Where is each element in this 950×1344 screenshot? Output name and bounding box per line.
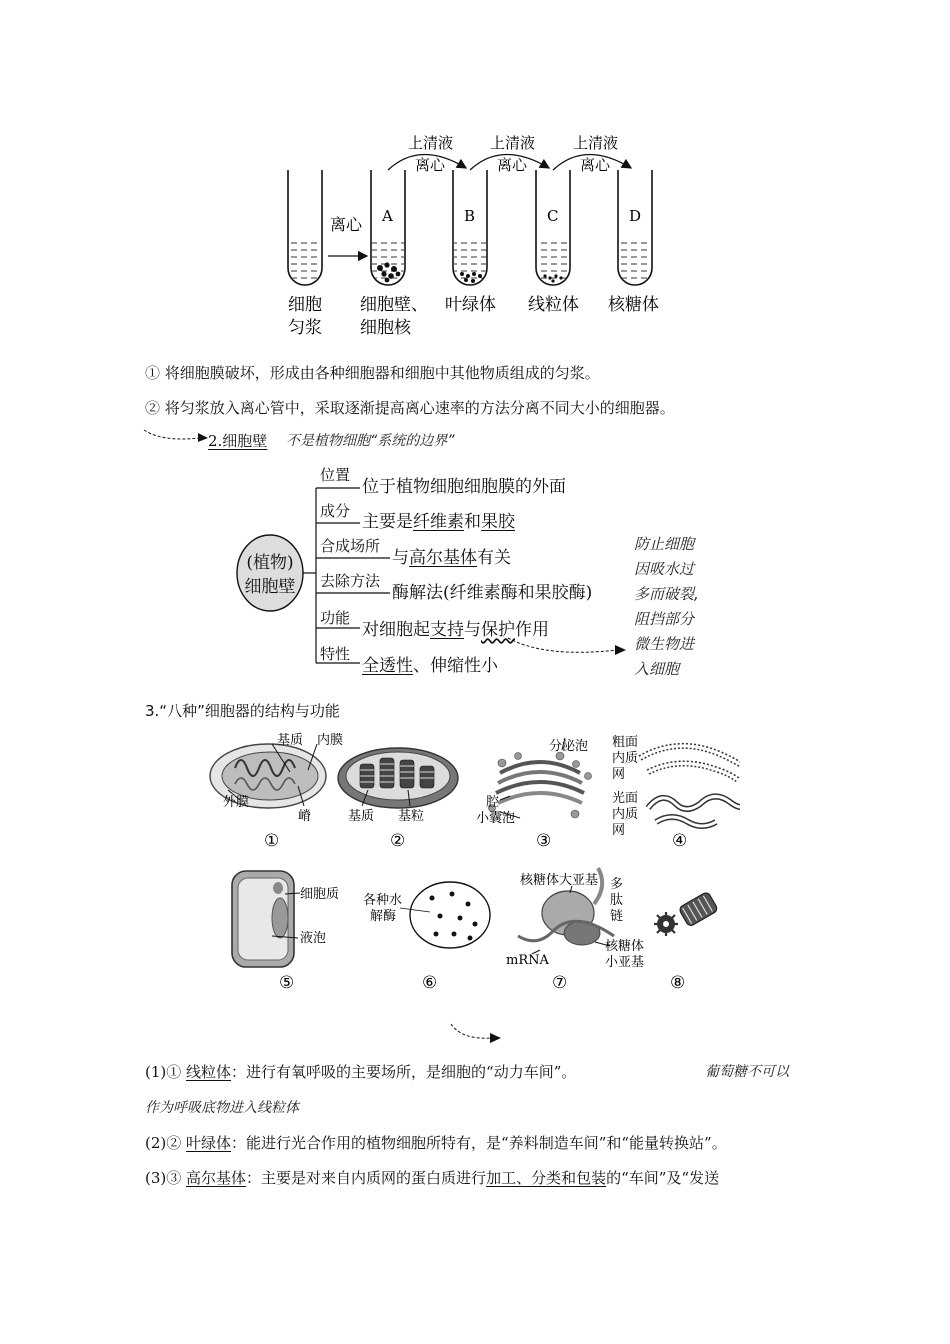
organelle-number-3: ③ — [536, 831, 552, 851]
branch-content-function: 对细胞起支持与保护作用 — [362, 620, 549, 640]
organelle-number-7: ⑦ — [552, 973, 568, 993]
branch-content-removal: 酶解法(纤维素酶和果胶酶) — [392, 583, 593, 603]
supernatant-label-2: 上清液 — [490, 134, 536, 152]
note-pointer-arrow — [505, 632, 630, 662]
label-small-vesicle: 小囊泡 — [476, 811, 516, 826]
step-1: ① 将细胞膜破坏，形成由各种细胞器和细胞中其他物质组成的匀浆。 — [145, 364, 600, 382]
pectin-term: 果胶 — [481, 512, 515, 532]
centrifuge-label-1: 离心 — [415, 156, 446, 174]
step-2: ② 将匀浆放入离心管中，采取逐渐提高离心速率的方法分离不同大小的细胞器。 — [145, 399, 675, 417]
golgi-body-term: 高尔基体 — [186, 1169, 247, 1187]
centrifuge-arrow-label: 离心 — [330, 215, 363, 234]
label-cytoplasm: 细胞质 — [300, 887, 340, 902]
vacuole-illustration — [232, 871, 300, 967]
label-small-subunit-2: 小亚基 — [605, 955, 645, 970]
branch-content-position: 位于植物细胞细胞膜的外面 — [362, 477, 566, 497]
label-inner-membrane: 内膜 — [317, 733, 344, 748]
cellwall-center-line2: 细胞壁 — [244, 577, 296, 597]
label-polypeptide-2: 肽 — [610, 893, 624, 908]
cellulose-term: 纤维素 — [413, 512, 464, 532]
paragraph-2: (2)② 叶绿体：能进行光合作用的植物细胞所特有，是“养料制造车间”和“能量转换站”。 — [145, 1134, 727, 1152]
er-illustration — [640, 746, 740, 826]
label-smooth-er-3: 网 — [612, 823, 626, 838]
label-rough-er-3: 网 — [612, 767, 626, 782]
cellwall-center-line1: (植物) — [246, 553, 294, 573]
tube-caption-c: 线粒体 — [528, 295, 579, 315]
tube-d — [618, 170, 652, 285]
label-small-subunit-1: 核糖体 — [605, 939, 645, 954]
tube-b — [453, 170, 487, 285]
branch-content-synthesis: 与高尔基体有关 — [392, 548, 511, 568]
tube-homogenate — [288, 170, 322, 285]
organelle-number-5: ⑤ — [279, 973, 295, 993]
tube-caption-b: 叶绿体 — [445, 295, 496, 315]
handwritten-cellwall-note: 防止细胞 因吸水过 多而破裂, 阻挡部分 微生物进 入细胞 — [634, 535, 699, 678]
tube-caption-homogenate-1: 细胞 — [288, 295, 322, 315]
tube-caption-d: 核糖体 — [608, 295, 659, 315]
tube-letter-a: A — [382, 207, 393, 225]
label-hydrolase-2: 解酶 — [370, 909, 397, 924]
organelle-number-8: ⑧ — [670, 973, 686, 993]
processing-term: 加工、分类和包装 — [486, 1169, 607, 1187]
support-term: 支持 — [430, 620, 464, 640]
branch-label-property: 特性 — [320, 645, 351, 663]
label-cristae: 嵴 — [298, 809, 312, 824]
tube-caption-a-1: 细胞壁、 — [360, 295, 428, 315]
section2-note: 不是植物细胞“系统的边界” — [286, 433, 455, 449]
label-smooth-er-1: 光面 — [612, 791, 639, 806]
supernatant-label-3: 上清液 — [573, 134, 619, 152]
tube-caption-homogenate-2: 匀浆 — [288, 318, 322, 338]
tube-a — [371, 170, 405, 285]
section2-heading — [208, 430, 267, 452]
cellwall-center — [241, 551, 299, 599]
label-polypeptide-1: 多 — [610, 877, 624, 892]
label-smooth-er-2: 内质 — [612, 807, 639, 822]
centrifuge-label-3: 离心 — [580, 156, 611, 174]
label-outer-membrane: 外膜 — [223, 795, 250, 810]
label-grana: 基粒 — [398, 809, 425, 824]
label-lumen: 腔 — [486, 795, 500, 810]
tube-caption-a-2: 细胞核 — [360, 318, 411, 338]
label-secretory-vesicle: 分泌泡 — [549, 739, 589, 754]
label-vacuole: 液泡 — [300, 931, 327, 946]
supernatant-label-1: 上清液 — [408, 134, 454, 152]
organelle-number-1: ① — [264, 831, 280, 851]
label-rough-er-1: 粗面 — [612, 735, 639, 750]
branch-label-synthesis: 合成场所 — [320, 537, 381, 555]
tube-letter-c: C — [547, 207, 559, 225]
organelle-figure — [200, 728, 740, 1003]
label-large-subunit: 核糖体大亚基 — [520, 873, 599, 888]
branch-label-composition: 成分 — [320, 502, 351, 520]
label-rough-er-2: 内质 — [612, 751, 639, 766]
lysosome-illustration — [400, 882, 490, 948]
tube-c — [536, 170, 570, 285]
label-stroma: 基质 — [348, 809, 375, 824]
dashed-annotation-arrow — [142, 426, 210, 446]
tube-letter-b: B — [464, 207, 476, 225]
organelle-number-6: ⑥ — [422, 973, 438, 993]
organelle-number-4: ④ — [672, 831, 688, 851]
branch-content-composition: 主要是纤维素和果胶 — [362, 512, 515, 532]
paragraph-1: (1)① 线粒体：进行有氧呼吸的主要场所，是细胞的“动力车间”。 — [145, 1063, 577, 1081]
section3-heading: 3.“八种”细胞器的结构与功能 — [145, 702, 340, 720]
permeable-term: 全透性 — [362, 656, 413, 676]
centrifuge-label-2: 离心 — [497, 156, 528, 174]
label-hydrolase-1: 各种水 — [363, 893, 403, 908]
branch-label-position: 位置 — [320, 466, 351, 484]
paragraph-3: (3)③ 高尔基体：主要是对来自内质网的蛋白质进行加工、分类和包装的“车间”及“发送 — [145, 1169, 720, 1187]
section2-heading-text: 2.细胞壁 — [208, 432, 268, 450]
centriole-illustration — [654, 891, 719, 936]
chloroplast-illustration — [338, 748, 458, 808]
branch-label-function: 功能 — [320, 609, 351, 627]
tube-letter-d: D — [629, 207, 642, 225]
label-matrix-1: 基质 — [277, 733, 304, 748]
glucose-note-arrow — [448, 1020, 508, 1048]
label-mrna: mRNA — [506, 953, 549, 968]
organelle-number-2: ② — [390, 831, 406, 851]
glucose-note-continued: 作为呼吸底物进入线粒体 — [145, 1100, 299, 1116]
golgi-term: 高尔基体 — [409, 548, 477, 568]
branch-label-removal: 去除方法 — [320, 572, 381, 590]
label-polypeptide-3: 链 — [610, 909, 624, 924]
mitochondrion-term: 线粒体 — [186, 1063, 232, 1081]
chloroplast-term: 叶绿体 — [186, 1134, 232, 1152]
branch-content-property: 全透性、伸缩性小 — [362, 656, 498, 676]
glucose-note: 葡萄糖不可以 — [705, 1064, 789, 1080]
centrifuge-diagram — [270, 128, 690, 343]
protect-term: 保护 — [481, 620, 515, 640]
